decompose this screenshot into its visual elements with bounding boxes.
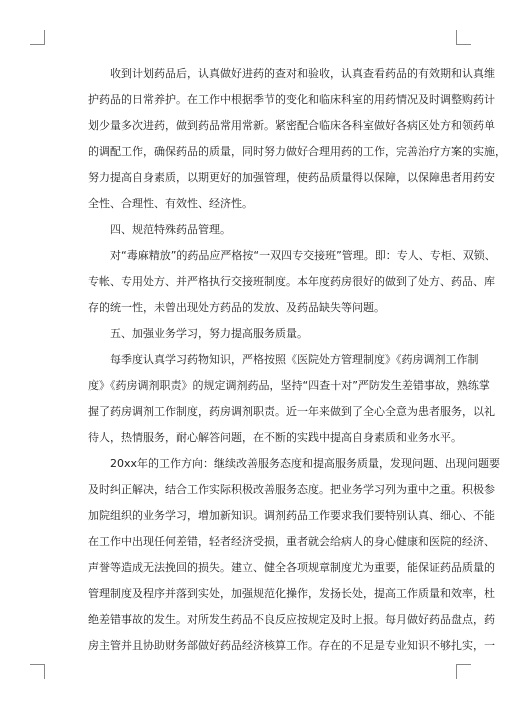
- section-heading: 五、加强业务学习，努力提高服务质量。: [88, 327, 308, 340]
- text-line: 度》《药房调剂职责》的规定调剂药品，坚持“四查十对”严防发生差错事故，熟练掌: [88, 379, 490, 392]
- text-line: 对“毒麻精放”的药品应严格按“一双四专交接班”管理。即：专人、专柜、双锁、: [88, 249, 496, 262]
- text-line: 收到计划药品后，认真做好进药的查对和验收，认真查看药品的有效期和认真维: [88, 67, 495, 80]
- text-line: 声誉等造成无法挽回的损失。建立、健全各项规章制度尤为重要，能保证药品质量的: [88, 561, 495, 574]
- crop-mark-top-right: [456, 30, 471, 45]
- text-line: 每季度认真学习药物知识，严格按照《医院处方管理制度》《药房调剂工作制: [88, 353, 479, 366]
- crop-mark-top-left: [30, 30, 45, 45]
- text-line: 全性、合理性、有效性、经济性。: [88, 197, 253, 210]
- text-line: 20xx年的工作方向：继续改善服务态度和提高服务质量，发现问题、出现问题要: [88, 457, 501, 470]
- text-line: 房主管并且协助财务部做好药品经济核算工作。存在的不足是专业知识不够扎实，一: [88, 639, 495, 652]
- section-heading: 四、规范特殊药品管理。: [88, 223, 231, 236]
- text-line: 努力提高自身素质，以期更好的加强管理，使药品质量得以保障，以保障患者用药安: [88, 171, 495, 184]
- text-line: 划少量多次进药，做到药品常用常新。紧密配合临床各科室做好各病区处方和领药单: [88, 119, 495, 132]
- text-line: 待人，热情服务，耐心解答问题，在不断的实践中提高自身素质和业务水平。: [88, 431, 462, 444]
- text-line: 的调配工作，确保药品的质量，同时努力做好合理用药的工作，完善治疗方案的实施，: [88, 145, 506, 158]
- text-line: 专帐、专用处方、并严格执行交接班制度。本年度药房很好的做到了处方、药品、库: [88, 275, 495, 288]
- crop-mark-bottom-right: [456, 664, 471, 679]
- text-line: 护药品的日常养护。在工作中根据季节的变化和临床科室的用药情况及时调整购药计: [88, 93, 495, 106]
- text-line: 及时纠正解决，结合工作实际积极改善服务态度。把业务学习列为重中之重。积极参: [88, 483, 495, 496]
- text-line: 握了药房调剂工作制度，药房调剂职责。近一年来做到了全心全意为患者服务，以礼: [88, 405, 495, 418]
- text-line: 存的统一性，未曾出现处方药品的发放、及药品缺失等问题。: [88, 301, 385, 314]
- text-line: 绝差错事故的发生。对所发生药品不良反应按规定及时上报。每月做好药品盘点，药: [88, 613, 495, 626]
- crop-mark-bottom-left: [30, 664, 45, 679]
- text-line: 加院组织的业务学习，增加新知识。调剂药品工作要求我们要特别认真、细心、不能: [88, 509, 495, 522]
- text-line: 管理制度及程序并落到实处，加强规范化操作，发扬长处，提高工作质量和效率，杜: [88, 587, 495, 600]
- text-line: 在工作中出现任何差错，轻者经济受损，重者就会给病人的身心健康和医院的经济、: [88, 535, 495, 548]
